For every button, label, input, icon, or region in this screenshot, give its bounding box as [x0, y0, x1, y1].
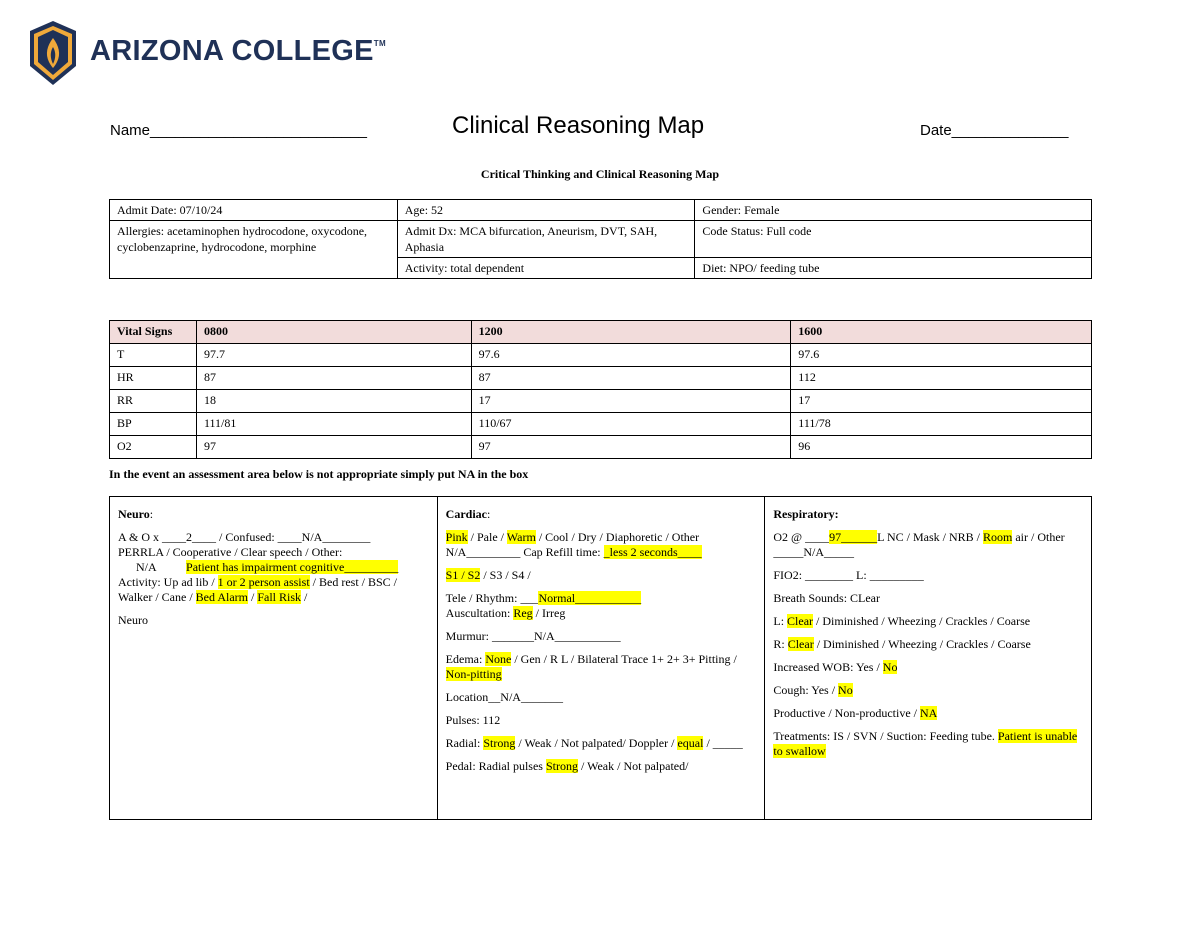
resp-fio2: FIO2: ________ L: _________ — [773, 568, 924, 582]
activity: Activity: total dependent — [397, 258, 695, 279]
cardiac-heart-sounds: S1 / S2 / S3 / S4 / — [445, 568, 531, 582]
vital-label: BP — [110, 413, 197, 436]
table-row — [110, 367, 1092, 390]
resp-cough: Cough: Yes / No — [773, 683, 853, 697]
vitals-header-cell: Vital Signs — [110, 321, 197, 344]
cardiac-murmur: Murmur: _______N/A___________ — [445, 629, 621, 643]
vital-value: 17 — [791, 390, 1092, 413]
vital-value: 97.6 — [471, 344, 791, 367]
page-title: Clinical Reasoning Map — [452, 112, 705, 139]
admit-date: Admit Date: 07/10/24 — [110, 200, 398, 221]
neuro-footer: Neuro — [118, 613, 148, 627]
assessment-table — [109, 496, 1092, 820]
patient-info-table — [109, 199, 1092, 279]
resp-treatments: Treatments: IS / SVN / Suction: Feeding tube. Patient is unable to swallow — [773, 729, 1078, 758]
instruction-note: In the event an assessment area below is not appropriate simply put NA in the box — [109, 467, 529, 481]
vital-value: 111/81 — [196, 413, 471, 436]
vitals-header-row — [110, 321, 1092, 344]
vital-value: 17 — [471, 390, 791, 413]
vitals-header-cell: 1600 — [791, 321, 1092, 344]
table-row — [110, 413, 1092, 436]
vital-value: 97.6 — [791, 344, 1092, 367]
allergies: Allergies: acetaminophen hydrocodone, oxycodone, cyclobenzaprine, hydrocodone, morphine — [110, 221, 398, 279]
resp-o2: O2 @ ____97______L NC / Mask / NRB / Room air / Other _____N/A_____ — [773, 530, 1065, 559]
resp-breath-sounds: Breath Sounds: CLear — [773, 591, 881, 605]
vital-label: RR — [110, 390, 197, 413]
vital-value: 111/78 — [791, 413, 1092, 436]
gender: Gender: Female — [695, 200, 1092, 221]
cardiac-pulses: Pulses: 112 — [445, 713, 501, 727]
vital-value: 18 — [196, 390, 471, 413]
diet: Diet: NPO/ feeding tube — [695, 258, 1092, 279]
vital-value: 97 — [196, 436, 471, 459]
resp-wob: Increased WOB: Yes / No — [773, 660, 898, 674]
neuro-cell: Neuro: A & O x ____2____ / Confused: ____N/A________ PERRLA / Cooperative / Clear speech / Other: N/A Patient has impairment cognitive_________ Activity: Up ad lib / 1 or 2 person assist / Bed rest / BSC / Walker / Cane / Bed Alarm / Fall Risk / Neuro — [110, 497, 438, 820]
cardiac-radial: Radial: Strong / Weak / Not palpated/ Doppler / equal / _____ — [445, 736, 743, 750]
name-field: Name__________________________ — [110, 122, 367, 139]
logo-text: ARIZONA COLLEGE™ — [90, 34, 386, 67]
table-row — [110, 344, 1092, 367]
cardiac-edema: Edema: None / Gen / R L / Bilateral Trace 1+ 2+ 3+ Pitting / Non-pitting — [445, 652, 737, 681]
vital-value: 97.7 — [196, 344, 471, 367]
admit-dx: Admit Dx: MCA bifurcation, Aneurism, DVT, SAH, Aphasia — [397, 221, 695, 258]
vital-value: 110/67 — [471, 413, 791, 436]
cardiac-skin: Pink / Pale / Warm / Cool / Dry / Diaphoretic / Other N/A_________ Cap Refill time: _less 2 seconds____ — [445, 530, 702, 559]
resp-left: L: Clear / Diminished / Wheezing / Crackles / Coarse — [773, 614, 1031, 628]
vital-label: T — [110, 344, 197, 367]
date-field: Date______________ — [920, 122, 1069, 139]
cardiac-tele: Tele / Rhythm: ___Normal___________ Auscultation: Reg / Irreg — [445, 591, 642, 620]
respiratory-title: Respiratory: — [773, 507, 839, 521]
vitals-header-cell: 1200 — [471, 321, 791, 344]
age: Age: 52 — [397, 200, 695, 221]
cardiac-title: Cardiac — [445, 507, 487, 521]
vital-label: O2 — [110, 436, 197, 459]
subtitle: Critical Thinking and Clinical Reasoning Map — [480, 167, 720, 181]
vital-label: HR — [110, 367, 197, 390]
arizona-college-logo — [28, 20, 386, 86]
table-row — [110, 436, 1092, 459]
vital-value: 112 — [791, 367, 1092, 390]
vital-signs-table — [109, 320, 1092, 459]
neuro-assessment: A & O x ____2____ / Confused: ____N/A________ PERRLA / Cooperative / Clear speech / Other: N/A Patient has impairment cognitive_________ Activity: Up ad lib / 1 or 2 person assist / Bed rest / BSC / Walker / Cane / Bed Alarm / Fall Risk / — [118, 530, 399, 604]
neuro-title: Neuro — [118, 507, 150, 521]
resp-right: R: Clear / Diminished / Wheezing / Crackles / Coarse — [773, 637, 1031, 651]
vital-value: 96 — [791, 436, 1092, 459]
table-row — [110, 390, 1092, 413]
vital-value: 87 — [196, 367, 471, 390]
cardiac-location: Location__N/A_______ — [445, 690, 563, 704]
cardiac-pedal: Pedal: Radial pulses Strong / Weak / Not palpated/ — [445, 759, 689, 773]
code-status: Code Status: Full code — [695, 221, 1092, 258]
cardiac-cell: Cardiac: Pink / Pale / Warm / Cool / Dry / Diaphoretic / Other N/A_________ Cap Refill time: _less 2 seconds____ S1 / S2 / S3 / S4 / Tele / Rhythm: ___Normal___________ Auscultation: Reg / Irreg Murmur: _______N/A___________ Edema: None / Gen / R L / Bilateral Trace 1+ 2+ 3+ Pitting / Non-pitting Location__N/A_______ Pulses: 112 Radial: Strong / Weak / Not palpated/ Doppler / equal / _____ Pedal: Radial pulses Strong / Weak / Not palpated/ — [437, 497, 765, 820]
vital-value: 87 — [471, 367, 791, 390]
resp-productive: Productive / Non-productive / NA — [773, 706, 938, 720]
respiratory-cell — [765, 497, 1092, 820]
vitals-header-cell: 0800 — [196, 321, 471, 344]
vital-value: 97 — [471, 436, 791, 459]
shield-flame-icon — [28, 20, 78, 86]
